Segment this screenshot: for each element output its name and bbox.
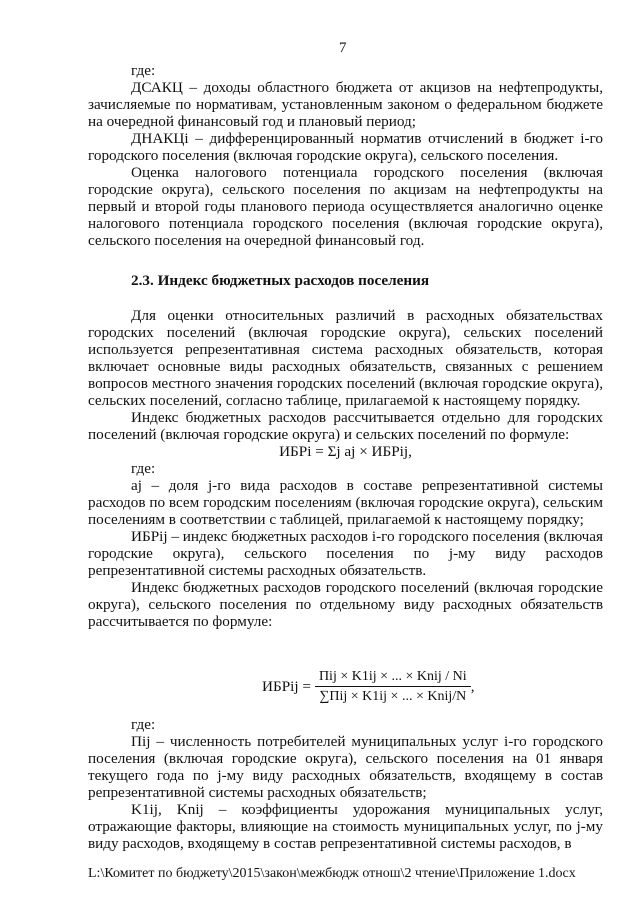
section-title: 2.3. Индекс бюджетных расходов поселения: [131, 272, 430, 289]
section-heading-block: [88, 272, 603, 289]
paragraph-where: где:: [131, 62, 156, 79]
paragraph-where-3: где:: [131, 716, 156, 733]
definitions-block-2: [88, 716, 603, 852]
formula-ibr-i: ИБРi = Σj aj × ИБРij,: [279, 443, 412, 460]
formula-numerator: Пij × K1ij × ... × Knij / Ni: [315, 668, 471, 687]
paragraph-where-2: где:: [131, 460, 156, 477]
section-body: [88, 307, 603, 630]
paragraph-ibr-ij: ИБРij – индекс бюджетных расходов i-го городского поселения (включая городские округа), сельского поселения по j-му виду расходов репрезентативной системы расходных обязательств.: [88, 528, 603, 579]
formula-denominator: ∑Пij × K1ij × ... × Knij/N: [319, 689, 467, 704]
page-number: 7: [339, 40, 347, 56]
formula-fraction: [315, 668, 471, 705]
paragraph-ds-akc: ДСАКЦ – доходы областного бюджета от акцизов на нефтепродукты, зачисляемые по нормативам, установленным законом о федеральном бюджете на очередной финансовый год и плановый период;: [88, 79, 603, 130]
paragraph-aj: aj – доля j-го вида расходов в составе репрезентативной системы расходов по всем городским поселениям (включая городские округа), сельским поселениям в соответствии с таблицей, прилагаемой к настоящему порядку;: [88, 477, 603, 528]
formula-ibr-ij: [262, 668, 602, 705]
paragraph-index-calc: Индекс бюджетных расходов рассчитывается отдельно для городских поселений (включая городские округа) и сельских поселений по формуле:: [88, 409, 603, 443]
footer-file-path: L:\Комитет по бюджету\2015\закон\межбюдж отнош\2 чтение\Приложение 1.docx: [88, 866, 576, 881]
paragraph-k-coefficients: K1ij, Knij – коэффициенты удорожания муниципальных услуг, отражающие факторы, влияющие на стоимость муниципальных услуг, по j-му виду расходов, входящему в состав репрезентативной системы расходов, в: [88, 801, 603, 852]
paragraph-representative-system: Для оценки относительных различий в расходных обязательствах городских поселений (включая городские округа), сельских поселений используется репрезентативная система расходных обязательств, которая включает основные виды расходных обязательств, связанных с решением вопросов местного значения городских поселений (включая городские округа), сельских поселений, согласно таблице, прилагаемой к настоящему порядку.: [88, 307, 603, 409]
definitions-block-1: [88, 62, 603, 249]
paragraph-tax-assessment: Оценка налогового потенциала городского поселения (включая городские округа), сельского поселения по акцизам на нефтепродукты на первый и второй годы планового периода осуществляется аналогично оценке налогового потенциала городского поселения (включая городские округа), сельского поселения на очередной финансовый год.: [88, 164, 603, 249]
paragraph-index-per-type: Индекс бюджетных расходов городского поселений (включая городские округа), сельского поселения по отдельному виду расходных обязательств рассчитывается по формуле:: [88, 579, 603, 630]
formula-lhs: ИБРij =: [262, 678, 311, 695]
formula-tail: ,: [470, 678, 475, 695]
paragraph-dn-akc: ДНАКЦі – дифференцированный норматив отчислений в бюджет i-го городского поселения (включая городские округа), сельского поселения.: [88, 130, 603, 164]
paragraph-pij: Пij – численность потребителей муниципальных услуг i-го городского поселения (включая городские округа), сельского поселения на 01 января текущего года по j-му виду расходных обязательств, входящему в состав репрезентативной системы расходных обязательств;: [88, 733, 603, 801]
